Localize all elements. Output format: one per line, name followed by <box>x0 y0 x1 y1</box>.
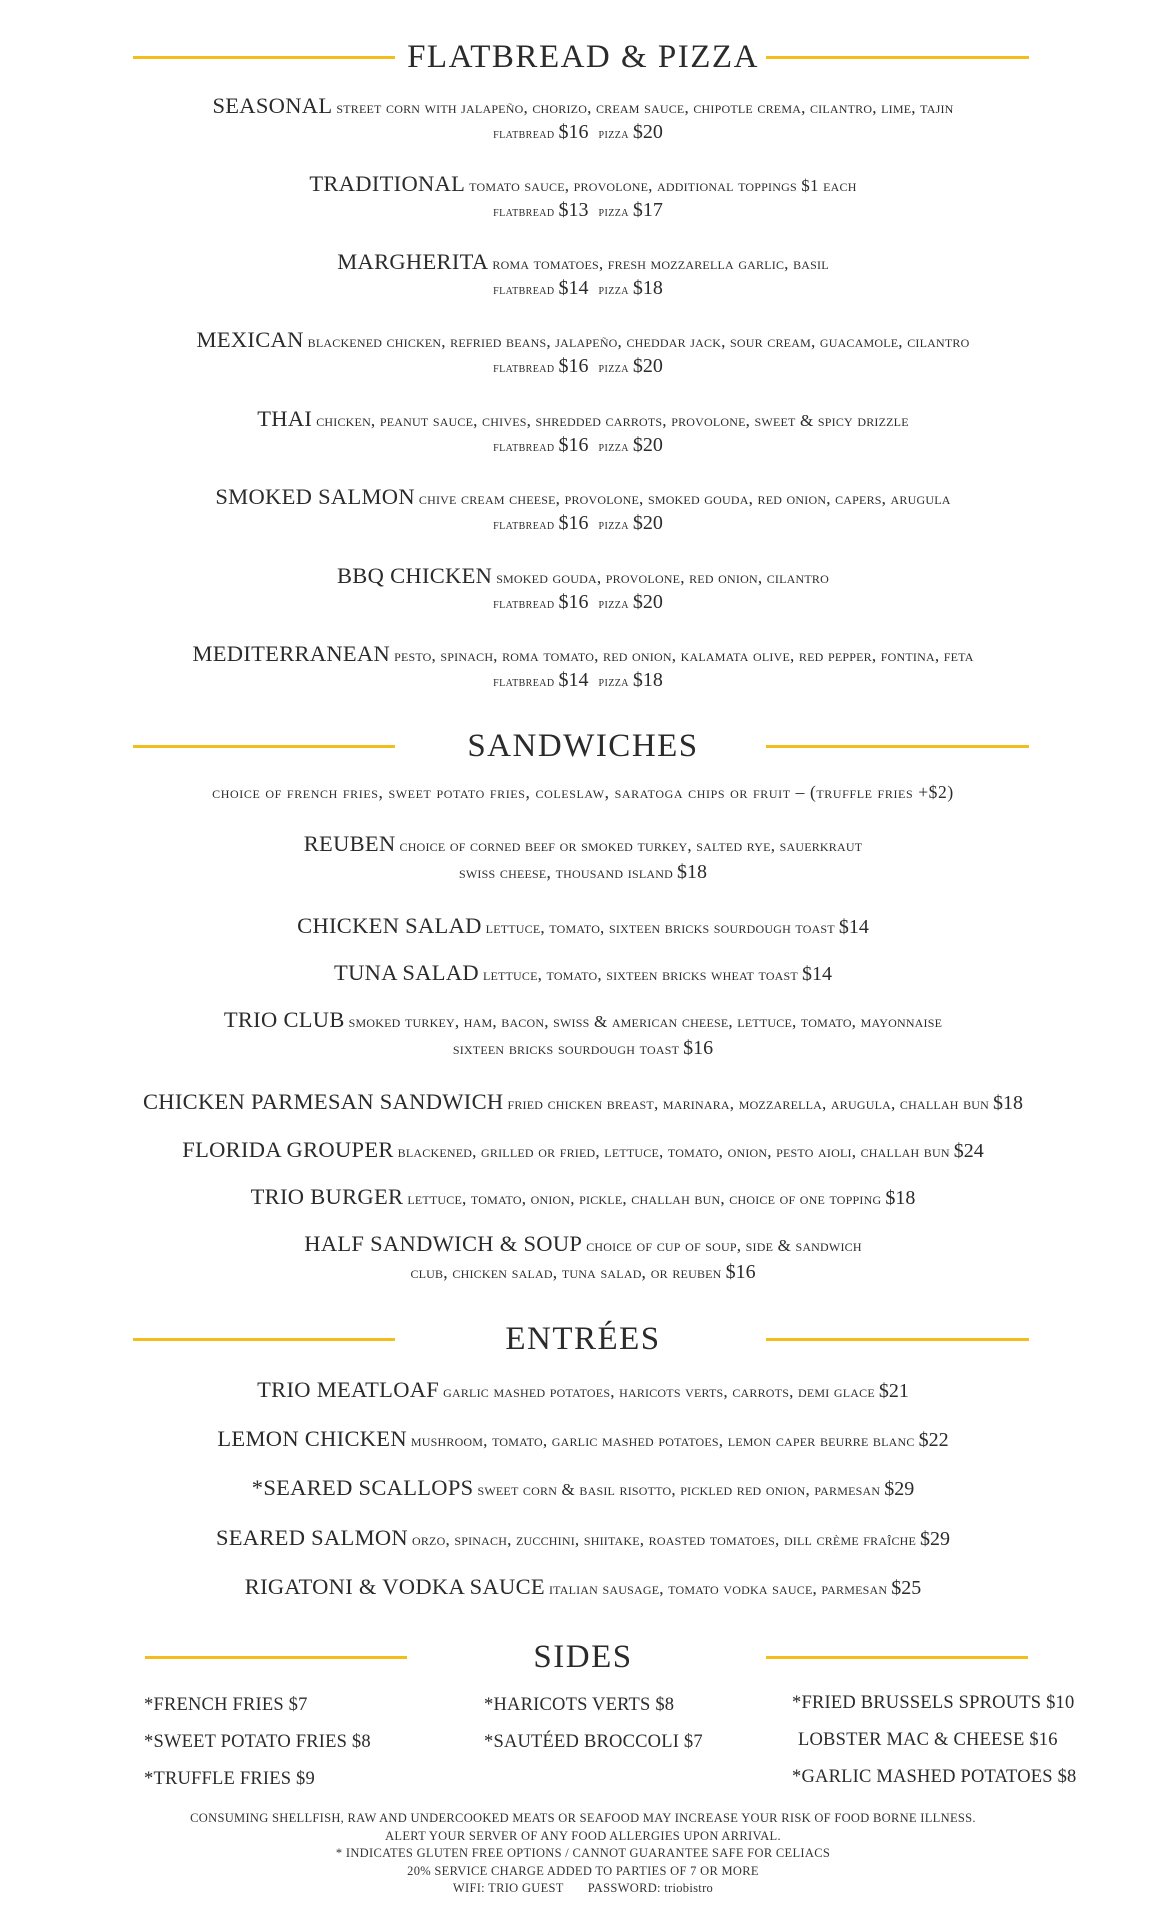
sandwich-sides-note: choice of french fries, sweet potato fries, coleslaw, saratoga chips or fruit – (truffle fries +$2) <box>212 782 954 802</box>
item-description: pesto, spinach, roma tomato, red onion, kalamata olive, red pepper, fontina, feta <box>394 646 974 665</box>
pizza-label: pizza <box>598 675 629 690</box>
item-description: street corn with jalapeño, chorizo, cream sauce, chipotle crema, cilantro, lime, tajin <box>336 98 954 117</box>
flatbread-price: $16 <box>558 512 589 534</box>
side-item: *GARLIC MASHED POTATOES $8 <box>792 1767 1077 1787</box>
wifi-network: WIFI: TRIO GUEST <box>452 1881 564 1895</box>
item-description: blackened, grilled or fried, lettuce, tomato, onion, pesto aioli, challah bun <box>397 1142 950 1161</box>
side-item: *FRIED BRUSSELS SPROUTS $10 <box>792 1693 1075 1713</box>
flatbread-item <box>0 563 1166 618</box>
sides-column-1 <box>144 1692 371 1803</box>
item-price: $29 <box>884 1478 915 1500</box>
pizza-label: pizza <box>598 361 629 376</box>
flatbread-item <box>0 484 1166 539</box>
item-description: smoked turkey, ham, bacon, swiss & american cheese, lettuce, tomato, mayonnaise <box>348 1012 943 1031</box>
item-name: THAI <box>257 406 313 431</box>
item-description: blackened chicken, refried beans, jalapeño, cheddar jack, sour cream, guacamole, cilantro <box>307 332 970 351</box>
flatbread-price: $16 <box>558 591 589 613</box>
service-charge-notice: 20% SERVICE CHARGE ADDED TO PARTIES OF 7 OR MORE <box>407 1863 759 1878</box>
flatbread-item <box>0 327 1166 382</box>
pizza-price: $18 <box>632 277 663 299</box>
item-price: $18 <box>993 1092 1024 1114</box>
flatbread-item <box>0 93 1166 148</box>
item-description: mushroom, tomato, garlic mashed potatoes, lemon caper beurre blanc <box>410 1431 915 1450</box>
entrees-section-header <box>0 1314 1166 1364</box>
item-name: HALF SANDWICH & SOUP <box>304 1231 583 1256</box>
pizza-label: pizza <box>598 127 629 142</box>
item-price: $21 <box>878 1380 909 1402</box>
item-name: CHICKEN SALAD <box>297 913 482 938</box>
flatbread-item <box>0 406 1166 461</box>
pizza-price: $20 <box>632 121 663 143</box>
entree-item <box>0 1475 1166 1501</box>
wifi-password: triobistro <box>664 1881 714 1895</box>
sides-column-2 <box>484 1692 703 1766</box>
flatbread-price: $13 <box>558 199 589 221</box>
side-item: LOBSTER MAC & CHEESE $16 <box>798 1730 1058 1750</box>
entree-item <box>0 1377 1166 1403</box>
item-description: tomato sauce, provolone, additional toppings $1 each <box>469 176 857 195</box>
item-description-continued: sixteen bricks sourdough toast <box>452 1038 680 1058</box>
pizza-price: $20 <box>632 434 663 456</box>
item-description: lettuce, tomato, sixteen bricks sourdough toast <box>485 918 835 937</box>
item-name: TRADITIONAL <box>309 171 466 196</box>
item-description: smoked gouda, provolone, red onion, cilantro <box>496 568 829 587</box>
item-price: $16 <box>683 1037 714 1059</box>
item-name: TRIO BURGER <box>250 1184 404 1209</box>
pizza-label: pizza <box>598 440 629 455</box>
pizza-price: $17 <box>632 199 663 221</box>
side-item: *FRENCH FRIES $7 <box>144 1695 308 1715</box>
flatbread-price: $14 <box>558 277 589 299</box>
item-price: $29 <box>920 1528 951 1550</box>
item-price: $18 <box>676 861 707 883</box>
item-price: $25 <box>891 1577 922 1599</box>
section-title: SIDES <box>533 1639 633 1675</box>
flatbread-price: $14 <box>558 669 589 691</box>
item-name: BBQ CHICKEN <box>337 563 493 588</box>
sandwich-item <box>0 831 1166 884</box>
sandwich-item <box>0 913 1166 939</box>
flatbread-label: flatbread <box>493 675 555 690</box>
side-item: *HARICOTS VERTS $8 <box>484 1695 675 1715</box>
pizza-label: pizza <box>598 597 629 612</box>
item-name: FLORIDA GROUPER <box>182 1137 394 1162</box>
flatbread-price: $16 <box>558 355 589 377</box>
item-description: roma tomatoes, fresh mozzarella garlic, basil <box>492 254 829 273</box>
item-description: lettuce, tomato, onion, pickle, challah bun, choice of one topping <box>407 1189 882 1208</box>
item-price: $16 <box>725 1261 756 1283</box>
item-description: lettuce, tomato, sixteen bricks wheat toast <box>482 965 798 984</box>
flatbread-label: flatbread <box>493 440 555 455</box>
item-name: LEMON CHICKEN <box>217 1426 407 1451</box>
pizza-price: $20 <box>632 355 663 377</box>
item-description: orzo, spinach, zucchini, shiitake, roasted tomatoes, dill crème fraîche <box>411 1530 917 1549</box>
item-name: REUBEN <box>303 831 396 856</box>
item-name: RIGATONI & VODKA SAUCE <box>244 1574 545 1599</box>
entree-item <box>0 1574 1166 1600</box>
section-title: ENTRÉES <box>505 1321 661 1357</box>
side-item: *SWEET POTATO FRIES $8 <box>144 1732 371 1752</box>
item-price: $18 <box>885 1187 916 1209</box>
item-description: garlic mashed potatoes, haricots verts, carrots, demi glace <box>443 1382 875 1401</box>
item-price: $24 <box>953 1140 984 1162</box>
sandwich-item <box>0 960 1166 986</box>
item-description-continued: club, chicken salad, tuna salad, or reuben <box>410 1262 722 1282</box>
sides-column-3 <box>792 1690 1077 1801</box>
flatbread-price: $16 <box>558 434 589 456</box>
item-name: TUNA SALAD <box>334 960 479 985</box>
item-price: $14 <box>801 963 832 985</box>
item-description: sweet corn & basil risotto, pickled red onion, parmesan <box>477 1480 881 1499</box>
pizza-price: $20 <box>632 512 663 534</box>
flatbread-item <box>0 171 1166 226</box>
entree-item <box>0 1426 1166 1452</box>
gluten-free-notice: * INDICATES GLUTEN FREE OPTIONS / CANNOT GUARANTEE SAFE FOR CELIACS <box>335 1846 831 1860</box>
side-item: *TRUFFLE FRIES $9 <box>144 1769 315 1789</box>
item-name: MEXICAN <box>196 327 304 352</box>
pizza-label: pizza <box>598 205 629 220</box>
menu-footer <box>0 1810 1166 1898</box>
item-name: MARGHERITA <box>337 249 489 274</box>
flatbread-label: flatbread <box>493 205 555 220</box>
password-label: PASSWORD: <box>587 1881 661 1895</box>
item-description: choice of cup of soup, side & sandwich <box>586 1236 862 1255</box>
sandwich-item <box>0 1137 1166 1163</box>
item-name: CHICKEN PARMESAN SANDWICH <box>142 1089 504 1114</box>
section-title: FLATBREAD & PIZZA <box>407 39 759 75</box>
pizza-label: pizza <box>598 283 629 298</box>
item-description: fried chicken breast, marinara, mozzarella, arugula, challah bun <box>507 1094 990 1113</box>
pizza-price: $20 <box>632 591 663 613</box>
section-title: SANDWICHES <box>467 728 699 764</box>
item-description: chive cream cheese, provolone, smoked gouda, red onion, capers, arugula <box>418 489 951 508</box>
item-name: TRIO CLUB <box>223 1007 345 1032</box>
sandwich-item <box>0 1089 1166 1115</box>
wifi-info <box>0 1880 1166 1898</box>
item-name: SEARED SALMON <box>215 1525 408 1550</box>
item-name: TRIO MEATLOAF <box>257 1377 440 1402</box>
pizza-price: $18 <box>632 669 663 691</box>
item-description: chicken, peanut sauce, chives, shredded carrots, provolone, sweet & spicy drizzle <box>316 411 909 430</box>
item-description: choice of corned beef or smoked turkey, salted rye, sauerkraut <box>399 836 863 855</box>
flatbread-price: $16 <box>558 121 589 143</box>
side-item: *SAUTÉED BROCCOLI $7 <box>484 1732 703 1752</box>
pizza-label: pizza <box>598 518 629 533</box>
item-name: *SEARED SCALLOPS <box>251 1475 474 1500</box>
item-price: $14 <box>838 916 869 938</box>
sandwich-item <box>0 1231 1166 1284</box>
flatbread-label: flatbread <box>493 283 555 298</box>
flatbread-section-header <box>0 32 1166 82</box>
flatbread-item <box>0 641 1166 696</box>
health-warning: CONSUMING SHELLFISH, RAW AND UNDERCOOKED MEATS OR SEAFOOD MAY INCREASE YOUR RISK OF FOOD BORNE ILLNESS. <box>190 1811 976 1825</box>
item-description: italian sausage, tomato vodka sauce, parmesan <box>548 1579 888 1598</box>
flatbread-label: flatbread <box>493 518 555 533</box>
item-price: $22 <box>918 1429 949 1451</box>
sandwich-item <box>0 1184 1166 1210</box>
flatbread-label: flatbread <box>493 597 555 612</box>
item-name: SEASONAL <box>212 93 333 118</box>
flatbread-item <box>0 249 1166 304</box>
sides-section-header <box>0 1632 1166 1682</box>
item-name: MEDITERRANEAN <box>192 641 391 666</box>
item-description-continued: swiss cheese, thousand island <box>459 862 673 882</box>
flatbread-label: flatbread <box>493 361 555 376</box>
flatbread-label: flatbread <box>493 127 555 142</box>
allergy-notice: ALERT YOUR SERVER OF ANY FOOD ALLERGIES UPON ARRIVAL. <box>385 1828 781 1843</box>
entree-item <box>0 1525 1166 1551</box>
sandwich-item <box>0 1007 1166 1060</box>
sandwiches-section-header <box>0 721 1166 771</box>
item-name: SMOKED SALMON <box>215 484 415 509</box>
